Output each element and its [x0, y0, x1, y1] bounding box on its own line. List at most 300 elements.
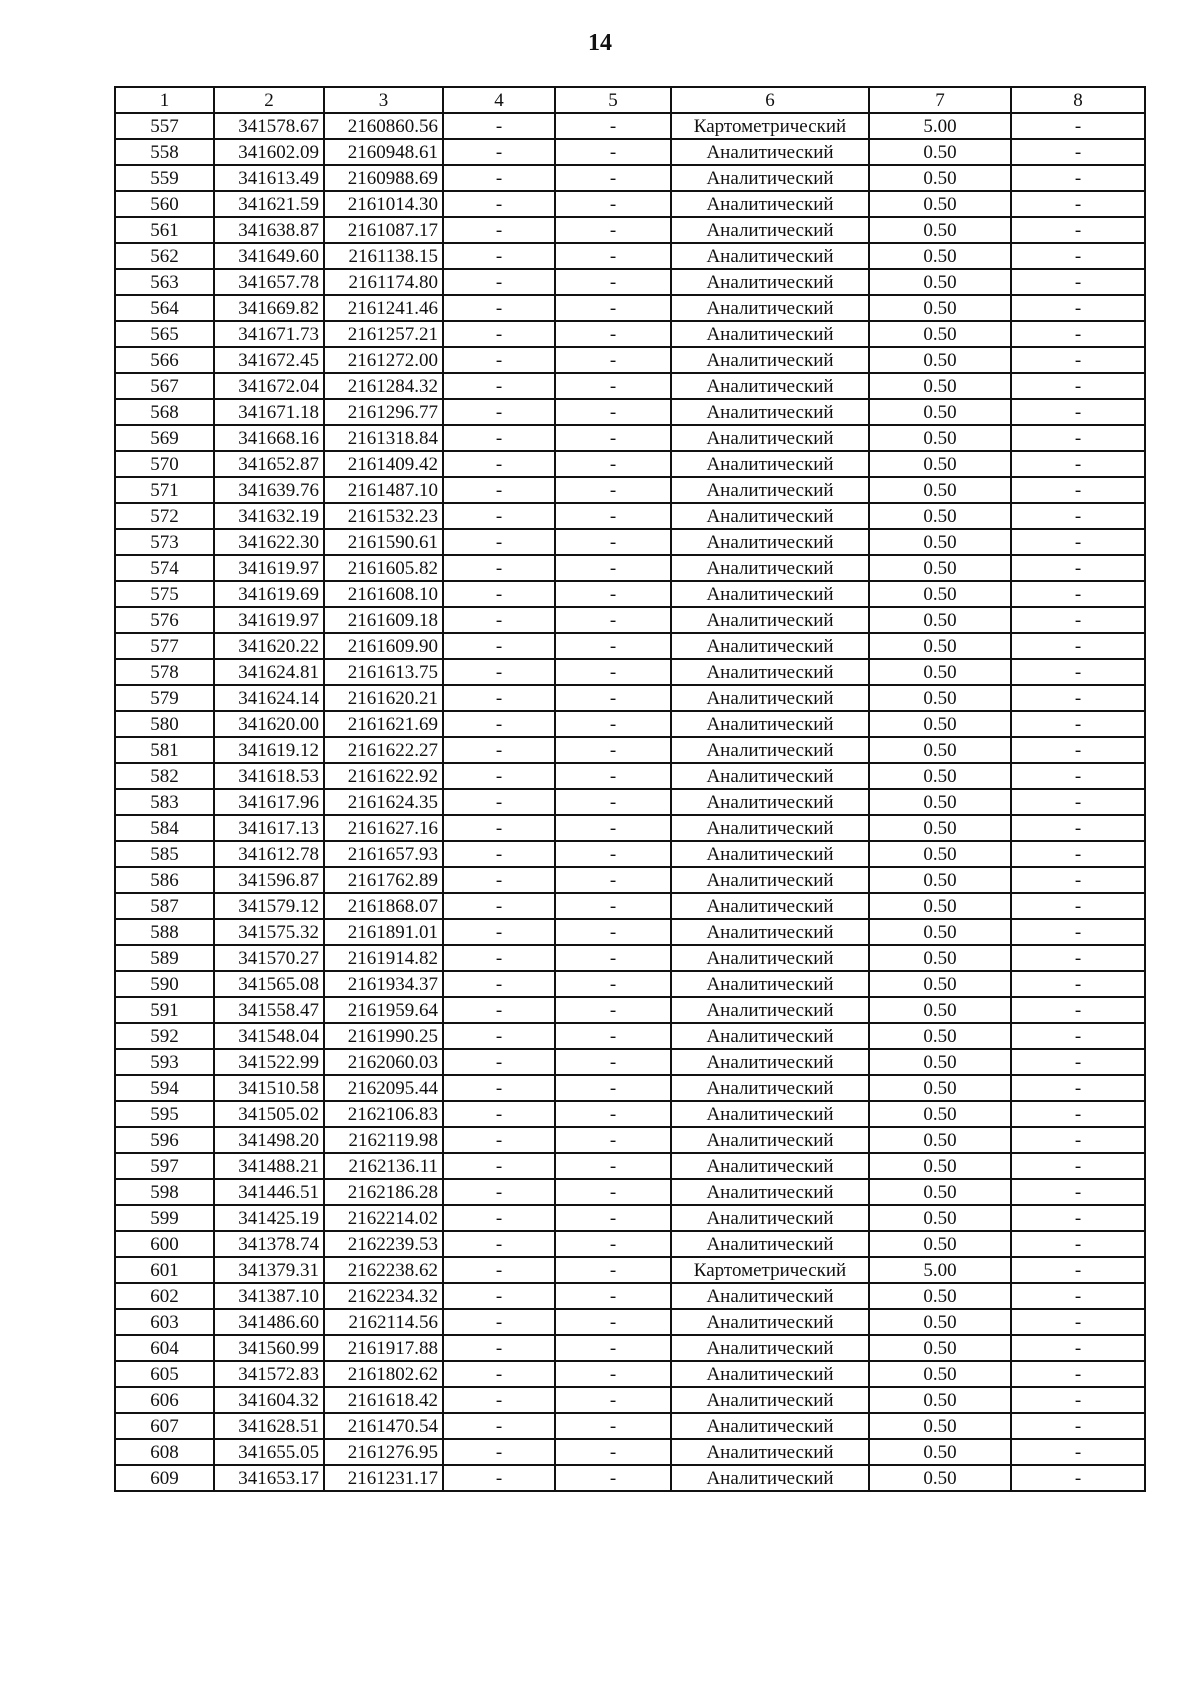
column-4-value: - [443, 841, 555, 867]
column-5-value: - [555, 243, 671, 269]
point-number: 596 [115, 1127, 214, 1153]
column-4-value: - [443, 425, 555, 451]
method: Аналитический [671, 659, 869, 685]
point-number: 575 [115, 581, 214, 607]
column-5-value: - [555, 867, 671, 893]
point-number: 591 [115, 997, 214, 1023]
coordinates-table [114, 86, 1146, 1492]
column-8-value: - [1011, 789, 1145, 815]
table-row [115, 685, 1145, 711]
coordinate-y: 2161618.42 [324, 1387, 443, 1413]
table-row [115, 737, 1145, 763]
column-4-value: - [443, 1101, 555, 1127]
coordinate-y: 2161487.10 [324, 477, 443, 503]
coordinate-y: 2161608.10 [324, 581, 443, 607]
column-5-value: - [555, 815, 671, 841]
table-row [115, 763, 1145, 789]
coordinate-y: 2162095.44 [324, 1075, 443, 1101]
coordinate-x: 341618.53 [214, 763, 324, 789]
coordinate-x: 341488.21 [214, 1153, 324, 1179]
coordinate-x: 341619.69 [214, 581, 324, 607]
column-5-value: - [555, 1439, 671, 1465]
coordinate-y: 2161318.84 [324, 425, 443, 451]
column-4-value: - [443, 243, 555, 269]
column-5-value: - [555, 1049, 671, 1075]
method: Аналитический [671, 347, 869, 373]
method: Аналитический [671, 373, 869, 399]
column-4-value: - [443, 1283, 555, 1309]
point-number: 561 [115, 217, 214, 243]
column-5-value: - [555, 321, 671, 347]
accuracy: 0.50 [869, 1387, 1011, 1413]
accuracy: 0.50 [869, 633, 1011, 659]
coordinate-y: 2161609.90 [324, 633, 443, 659]
coordinate-x: 341617.96 [214, 789, 324, 815]
column-4-value: - [443, 269, 555, 295]
point-number: 576 [115, 607, 214, 633]
accuracy: 0.50 [869, 841, 1011, 867]
accuracy: 0.50 [869, 191, 1011, 217]
table-row [115, 1179, 1145, 1205]
method: Аналитический [671, 685, 869, 711]
coordinate-x: 341624.14 [214, 685, 324, 711]
method: Аналитический [671, 1283, 869, 1309]
point-number: 579 [115, 685, 214, 711]
column-8-value: - [1011, 1075, 1145, 1101]
column-8-value: - [1011, 867, 1145, 893]
method: Аналитический [671, 529, 869, 555]
column-5-value: - [555, 503, 671, 529]
point-number: 586 [115, 867, 214, 893]
column-4-value: - [443, 893, 555, 919]
coordinate-x: 341617.13 [214, 815, 324, 841]
coordinate-x: 341669.82 [214, 295, 324, 321]
accuracy: 5.00 [869, 1257, 1011, 1283]
point-number: 605 [115, 1361, 214, 1387]
coordinate-y: 2161087.17 [324, 217, 443, 243]
table-row [115, 425, 1145, 451]
table-row [115, 815, 1145, 841]
column-8-value: - [1011, 607, 1145, 633]
coordinate-x: 341510.58 [214, 1075, 324, 1101]
coordinate-y: 2162106.83 [324, 1101, 443, 1127]
table-row [115, 217, 1145, 243]
column-4-value: - [443, 815, 555, 841]
column-4-value: - [443, 1127, 555, 1153]
method: Аналитический [671, 477, 869, 503]
point-number: 601 [115, 1257, 214, 1283]
coordinate-x: 341596.87 [214, 867, 324, 893]
coordinate-x: 341575.32 [214, 919, 324, 945]
table-row [115, 1101, 1145, 1127]
column-4-value: - [443, 1257, 555, 1283]
column-8-value: - [1011, 1309, 1145, 1335]
accuracy: 0.50 [869, 425, 1011, 451]
column-8-value: - [1011, 191, 1145, 217]
table-row [115, 1387, 1145, 1413]
column-4-value: - [443, 659, 555, 685]
column-5-value: - [555, 607, 671, 633]
coordinate-x: 341638.87 [214, 217, 324, 243]
column-4-value: - [443, 1413, 555, 1439]
column-5-value: - [555, 555, 671, 581]
method: Аналитический [671, 1049, 869, 1075]
point-number: 559 [115, 165, 214, 191]
accuracy: 0.50 [869, 555, 1011, 581]
column-5-value: - [555, 399, 671, 425]
coordinate-y: 2161622.27 [324, 737, 443, 763]
column-8-value: - [1011, 1179, 1145, 1205]
column-8-value: - [1011, 425, 1145, 451]
column-4-value: - [443, 919, 555, 945]
table-row [115, 893, 1145, 919]
column-8-value: - [1011, 165, 1145, 191]
column-8-value: - [1011, 1413, 1145, 1439]
method: Аналитический [671, 711, 869, 737]
column-header: 4 [443, 87, 555, 113]
accuracy: 0.50 [869, 373, 1011, 399]
column-8-value: - [1011, 1101, 1145, 1127]
coordinate-x: 341565.08 [214, 971, 324, 997]
column-4-value: - [443, 503, 555, 529]
coordinate-y: 2161868.07 [324, 893, 443, 919]
point-number: 598 [115, 1179, 214, 1205]
coordinate-y: 2161231.17 [324, 1465, 443, 1491]
accuracy: 0.50 [869, 607, 1011, 633]
table-row [115, 503, 1145, 529]
table-row [115, 1231, 1145, 1257]
coordinate-y: 2161296.77 [324, 399, 443, 425]
accuracy: 0.50 [869, 451, 1011, 477]
point-number: 604 [115, 1335, 214, 1361]
table-row [115, 451, 1145, 477]
column-5-value: - [555, 1387, 671, 1413]
column-8-value: - [1011, 1439, 1145, 1465]
table-row [115, 789, 1145, 815]
column-header: 8 [1011, 87, 1145, 113]
point-number: 590 [115, 971, 214, 997]
method: Аналитический [671, 971, 869, 997]
coordinate-y: 2161891.01 [324, 919, 443, 945]
table-row [115, 867, 1145, 893]
coordinate-x: 341602.09 [214, 139, 324, 165]
column-4-value: - [443, 1361, 555, 1387]
coordinate-x: 341655.05 [214, 1439, 324, 1465]
table-row [115, 633, 1145, 659]
accuracy: 0.50 [869, 659, 1011, 685]
point-number: 588 [115, 919, 214, 945]
column-8-value: - [1011, 1283, 1145, 1309]
accuracy: 0.50 [869, 945, 1011, 971]
coordinate-y: 2162186.28 [324, 1179, 443, 1205]
method: Аналитический [671, 737, 869, 763]
column-8-value: - [1011, 997, 1145, 1023]
point-number: 592 [115, 1023, 214, 1049]
column-8-value: - [1011, 1153, 1145, 1179]
column-5-value: - [555, 139, 671, 165]
coordinate-x: 341560.99 [214, 1335, 324, 1361]
table-row [115, 1075, 1145, 1101]
point-number: 569 [115, 425, 214, 451]
table-row [115, 347, 1145, 373]
column-4-value: - [443, 1439, 555, 1465]
method: Аналитический [671, 1387, 869, 1413]
column-8-value: - [1011, 1023, 1145, 1049]
coordinate-x: 341672.04 [214, 373, 324, 399]
table-row [115, 399, 1145, 425]
column-8-value: - [1011, 295, 1145, 321]
column-4-value: - [443, 1023, 555, 1049]
column-5-value: - [555, 633, 671, 659]
accuracy: 0.50 [869, 1231, 1011, 1257]
coordinate-y: 2161802.62 [324, 1361, 443, 1387]
column-4-value: - [443, 1387, 555, 1413]
table-row [115, 1413, 1145, 1439]
point-number: 600 [115, 1231, 214, 1257]
column-5-value: - [555, 373, 671, 399]
coordinate-x: 341652.87 [214, 451, 324, 477]
accuracy: 0.50 [869, 971, 1011, 997]
method: Аналитический [671, 217, 869, 243]
method: Аналитический [671, 867, 869, 893]
coordinate-y: 2161620.21 [324, 685, 443, 711]
coordinate-y: 2161257.21 [324, 321, 443, 347]
method: Аналитический [671, 607, 869, 633]
column-5-value: - [555, 425, 671, 451]
table-row [115, 373, 1145, 399]
coordinate-x: 341628.51 [214, 1413, 324, 1439]
coordinate-y: 2162214.02 [324, 1205, 443, 1231]
column-4-value: - [443, 347, 555, 373]
coordinate-y: 2161532.23 [324, 503, 443, 529]
method: Аналитический [671, 1309, 869, 1335]
coordinate-y: 2161990.25 [324, 1023, 443, 1049]
point-number: 571 [115, 477, 214, 503]
header-row [115, 87, 1145, 113]
column-5-value: - [555, 997, 671, 1023]
point-number: 562 [115, 243, 214, 269]
table-row [115, 1465, 1145, 1491]
method: Аналитический [671, 1023, 869, 1049]
method: Аналитический [671, 191, 869, 217]
method: Аналитический [671, 1205, 869, 1231]
coordinate-y: 2161609.18 [324, 607, 443, 633]
column-8-value: - [1011, 1361, 1145, 1387]
coordinate-x: 341572.83 [214, 1361, 324, 1387]
coordinate-x: 341624.81 [214, 659, 324, 685]
table-row [115, 165, 1145, 191]
column-5-value: - [555, 113, 671, 139]
column-5-value: - [555, 659, 671, 685]
table-row [115, 1049, 1145, 1075]
point-number: 568 [115, 399, 214, 425]
column-5-value: - [555, 1075, 671, 1101]
column-4-value: - [443, 113, 555, 139]
coordinate-y: 2161621.69 [324, 711, 443, 737]
coordinate-x: 341639.76 [214, 477, 324, 503]
column-5-value: - [555, 919, 671, 945]
column-4-value: - [443, 451, 555, 477]
accuracy: 0.50 [869, 1309, 1011, 1335]
method: Аналитический [671, 1127, 869, 1153]
accuracy: 0.50 [869, 139, 1011, 165]
column-4-value: - [443, 373, 555, 399]
column-8-value: - [1011, 1257, 1145, 1283]
column-5-value: - [555, 191, 671, 217]
column-5-value: - [555, 685, 671, 711]
coordinate-x: 341612.78 [214, 841, 324, 867]
accuracy: 0.50 [869, 919, 1011, 945]
coordinate-x: 341653.17 [214, 1465, 324, 1491]
coordinate-x: 341668.16 [214, 425, 324, 451]
column-8-value: - [1011, 113, 1145, 139]
column-5-value: - [555, 971, 671, 997]
coordinate-y: 2161613.75 [324, 659, 443, 685]
table-row [115, 113, 1145, 139]
point-number: 572 [115, 503, 214, 529]
table-row [115, 477, 1145, 503]
column-5-value: - [555, 295, 671, 321]
coordinate-x: 341649.60 [214, 243, 324, 269]
coordinate-x: 341671.18 [214, 399, 324, 425]
column-4-value: - [443, 1465, 555, 1491]
table-row [115, 243, 1145, 269]
method: Аналитический [671, 425, 869, 451]
column-8-value: - [1011, 399, 1145, 425]
column-8-value: - [1011, 321, 1145, 347]
table-body [115, 87, 1145, 1491]
column-4-value: - [443, 1179, 555, 1205]
coordinate-x: 341671.73 [214, 321, 324, 347]
column-8-value: - [1011, 347, 1145, 373]
column-8-value: - [1011, 243, 1145, 269]
point-number: 560 [115, 191, 214, 217]
method: Аналитический [671, 893, 869, 919]
method: Аналитический [671, 555, 869, 581]
method: Аналитический [671, 1335, 869, 1361]
table-row [115, 1335, 1145, 1361]
coordinate-y: 2161624.35 [324, 789, 443, 815]
column-5-value: - [555, 789, 671, 815]
coordinate-y: 2161914.82 [324, 945, 443, 971]
column-5-value: - [555, 347, 671, 373]
column-4-value: - [443, 997, 555, 1023]
accuracy: 5.00 [869, 113, 1011, 139]
method: Аналитический [671, 451, 869, 477]
column-5-value: - [555, 1231, 671, 1257]
column-4-value: - [443, 685, 555, 711]
column-8-value: - [1011, 139, 1145, 165]
table-row [115, 1439, 1145, 1465]
column-5-value: - [555, 217, 671, 243]
column-8-value: - [1011, 893, 1145, 919]
coordinate-x: 341570.27 [214, 945, 324, 971]
coordinate-y: 2162136.11 [324, 1153, 443, 1179]
coordinate-x: 341558.47 [214, 997, 324, 1023]
column-4-value: - [443, 191, 555, 217]
column-4-value: - [443, 217, 555, 243]
column-4-value: - [443, 295, 555, 321]
table-row [115, 1153, 1145, 1179]
column-8-value: - [1011, 633, 1145, 659]
accuracy: 0.50 [869, 529, 1011, 555]
coordinate-y: 2161917.88 [324, 1335, 443, 1361]
point-number: 595 [115, 1101, 214, 1127]
method: Аналитический [671, 919, 869, 945]
column-8-value: - [1011, 919, 1145, 945]
coordinate-x: 341578.67 [214, 113, 324, 139]
column-8-value: - [1011, 1231, 1145, 1257]
accuracy: 0.50 [869, 737, 1011, 763]
column-5-value: - [555, 165, 671, 191]
coordinate-y: 2161622.92 [324, 763, 443, 789]
column-5-value: - [555, 269, 671, 295]
column-8-value: - [1011, 1387, 1145, 1413]
column-4-value: - [443, 789, 555, 815]
column-5-value: - [555, 763, 671, 789]
column-5-value: - [555, 945, 671, 971]
table-row [115, 997, 1145, 1023]
coordinate-x: 341619.97 [214, 607, 324, 633]
table-row [115, 295, 1145, 321]
column-5-value: - [555, 893, 671, 919]
column-5-value: - [555, 1101, 671, 1127]
point-number: 593 [115, 1049, 214, 1075]
method: Аналитический [671, 1439, 869, 1465]
coordinate-x: 341672.45 [214, 347, 324, 373]
coordinate-y: 2161627.16 [324, 815, 443, 841]
coordinate-y: 2162119.98 [324, 1127, 443, 1153]
column-5-value: - [555, 581, 671, 607]
method: Аналитический [671, 1361, 869, 1387]
column-8-value: - [1011, 737, 1145, 763]
coordinate-y: 2162060.03 [324, 1049, 443, 1075]
coordinate-y: 2161241.46 [324, 295, 443, 321]
coordinate-x: 341486.60 [214, 1309, 324, 1335]
point-number: 567 [115, 373, 214, 399]
table-row [115, 191, 1145, 217]
coordinate-x: 341620.00 [214, 711, 324, 737]
coordinate-y: 2161138.15 [324, 243, 443, 269]
method: Аналитический [671, 139, 869, 165]
column-8-value: - [1011, 815, 1145, 841]
table-row [115, 841, 1145, 867]
column-8-value: - [1011, 1127, 1145, 1153]
coordinate-y: 2162114.56 [324, 1309, 443, 1335]
coordinate-x: 341604.32 [214, 1387, 324, 1413]
column-4-value: - [443, 399, 555, 425]
accuracy: 0.50 [869, 269, 1011, 295]
point-number: 574 [115, 555, 214, 581]
column-5-value: - [555, 1335, 671, 1361]
coordinate-x: 341425.19 [214, 1205, 324, 1231]
method: Аналитический [671, 815, 869, 841]
table-row [115, 945, 1145, 971]
column-8-value: - [1011, 1335, 1145, 1361]
point-number: 563 [115, 269, 214, 295]
table-row [115, 1309, 1145, 1335]
column-8-value: - [1011, 1205, 1145, 1231]
coordinate-y: 2161605.82 [324, 555, 443, 581]
column-4-value: - [443, 1309, 555, 1335]
column-4-value: - [443, 477, 555, 503]
column-8-value: - [1011, 971, 1145, 997]
column-8-value: - [1011, 1049, 1145, 1075]
column-4-value: - [443, 1335, 555, 1361]
accuracy: 0.50 [869, 685, 1011, 711]
column-8-value: - [1011, 841, 1145, 867]
column-5-value: - [555, 841, 671, 867]
